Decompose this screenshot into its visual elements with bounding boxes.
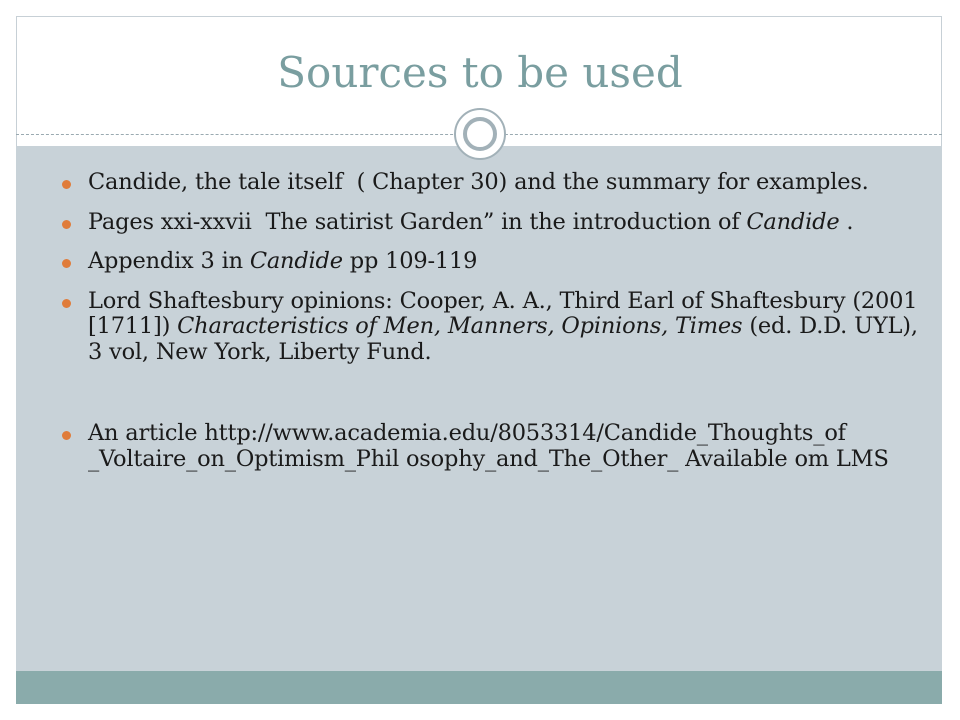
bullet-text: (ed. D.D. UYL), 3 vol, New York, Liberty Fund. — [88, 313, 925, 365]
bullet-item — [60, 287, 925, 366]
bullet-text: Appendix 3 in — [88, 248, 250, 274]
bullet-italic-text: Characteristics of Men, Manners, Opinions, Times — [177, 313, 743, 339]
bullet-dot-icon — [62, 299, 71, 308]
slide-title: Sources to be used — [277, 48, 683, 97]
bullet-item — [60, 249, 920, 275]
bullet-item — [60, 210, 920, 236]
bullet-item — [60, 421, 920, 472]
bullet-list — [60, 169, 925, 486]
bullet-text: pp 109-119 — [342, 248, 478, 274]
bottom-bar — [16, 671, 942, 704]
bullet-text: . — [839, 208, 854, 235]
bullet-text: Lord Shaftesbury opinions: Cooper, A. A., Third Earl of Shaftesbury (2001 [1711]) — [88, 287, 925, 339]
bullet-dot-icon — [62, 180, 71, 189]
bullet-text: An article http://www.academia.edu/8053314/Candide_Thoughts_of _Voltaire_on_Optimism_Phil osophy_and_The_Other_ Available om LMS — [88, 420, 889, 472]
bullet-text: Pages xxi-xxvii The satirist Garden” in the introduction of — [88, 208, 747, 235]
bullet-dot-icon — [62, 259, 71, 268]
bullet-italic-text: Candide — [249, 248, 343, 274]
bullet-dot-icon — [62, 431, 71, 440]
bullet-text: Candide, the tale itself ( Chapter 30) and the summary for examples. — [88, 169, 869, 195]
bullet-dot-icon — [62, 220, 71, 229]
bullet-item — [60, 170, 920, 196]
circle-ornament-icon — [454, 108, 506, 160]
bullet-italic-text: Candide — [746, 208, 840, 235]
